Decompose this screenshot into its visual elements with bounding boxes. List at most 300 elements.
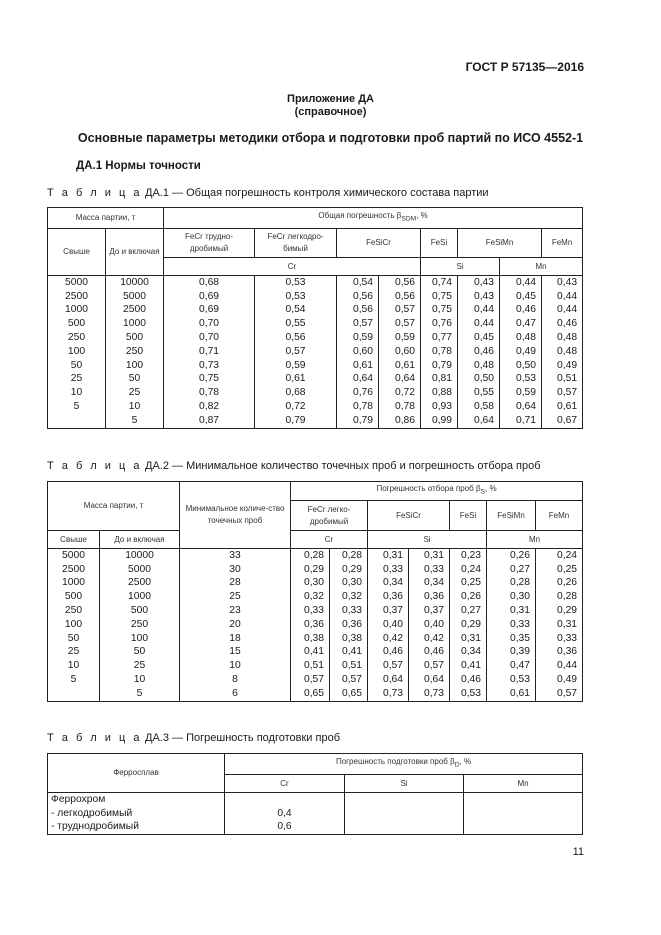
table-cell: 0,60 bbox=[337, 345, 379, 359]
table-cell: 0,23 bbox=[450, 549, 487, 563]
table-cell: 0,57 bbox=[255, 345, 337, 359]
table-cell: 10000 bbox=[100, 549, 180, 563]
table-cell: 0,44 bbox=[536, 659, 583, 673]
table-row bbox=[48, 549, 583, 563]
table-cell: 5000 bbox=[48, 549, 100, 563]
table-cell: 0,56 bbox=[337, 290, 379, 304]
table-cell: 250 bbox=[48, 604, 100, 618]
t3-h-cr: Cr bbox=[225, 775, 345, 793]
table-cell: 0,36 bbox=[330, 618, 368, 632]
table-cell: 0,33 bbox=[536, 632, 583, 646]
table-cell: 5000 bbox=[48, 276, 106, 290]
table-cell: 10 bbox=[100, 673, 180, 687]
table-cell: 0,93 bbox=[421, 400, 458, 414]
table-cell: 0,26 bbox=[487, 549, 536, 563]
table-cell: 0,65 bbox=[330, 687, 368, 701]
t1-h-upto: До и включая bbox=[106, 229, 164, 276]
table-cell: 0,48 bbox=[458, 359, 500, 373]
table-cell: 0,46 bbox=[542, 317, 583, 331]
t2-h-mn: Mn bbox=[487, 531, 583, 549]
table-cell: 500 bbox=[48, 590, 100, 604]
table-cell: 0,61 bbox=[337, 359, 379, 373]
table-cell: 0,43 bbox=[542, 276, 583, 290]
table-cell: 25 bbox=[100, 659, 180, 673]
table-cell: 0,55 bbox=[458, 386, 500, 400]
table-cell: 0,57 bbox=[368, 659, 409, 673]
table-cell: 0,53 bbox=[255, 276, 337, 290]
table-cell: 0,46 bbox=[458, 345, 500, 359]
t3-h-mn: Mn bbox=[464, 775, 583, 793]
table-cell: 0,61 bbox=[487, 687, 536, 701]
table-cell: 0,25 bbox=[450, 577, 487, 591]
table-cell: 0,32 bbox=[291, 590, 330, 604]
table-row bbox=[48, 577, 583, 591]
table-cell: 1000 bbox=[106, 317, 164, 331]
table-cell: 0,64 bbox=[458, 414, 500, 428]
table-cell: 0,49 bbox=[536, 673, 583, 687]
table-cell: 100 bbox=[48, 345, 106, 359]
table-cell: 0,79 bbox=[255, 414, 337, 428]
table-cell: 0,43 bbox=[458, 290, 500, 304]
table-cell: 0,57 bbox=[536, 687, 583, 701]
t1-h-cr: Cr bbox=[164, 258, 421, 276]
t3-h-error: Погрешность подготовки проб $\beta_D$, % bbox=[225, 754, 583, 775]
table-cell: 0,77 bbox=[421, 331, 458, 345]
table-cell bbox=[48, 414, 106, 428]
table-cell: 0,29 bbox=[450, 618, 487, 632]
table-cell: 0,45 bbox=[458, 331, 500, 345]
table-cell: 0,39 bbox=[487, 646, 536, 660]
t2-h-cr: Cr bbox=[291, 531, 368, 549]
table-cell: 250 bbox=[106, 345, 164, 359]
table-cell: 0,79 bbox=[421, 359, 458, 373]
table-cell: 0,71 bbox=[500, 414, 542, 428]
table-cell: 0,38 bbox=[330, 632, 368, 646]
table-cell: 0,4 bbox=[225, 807, 345, 821]
annex-title: Приложение ДА bbox=[287, 93, 374, 105]
table-cell: 50 bbox=[48, 632, 100, 646]
table-cell: 25 bbox=[180, 590, 291, 604]
table-cell: 0,53 bbox=[500, 373, 542, 387]
table-cell: 5 bbox=[48, 673, 100, 687]
table-cell: 0,46 bbox=[409, 646, 450, 660]
table-cell: 10000 bbox=[106, 276, 164, 290]
table-cell: 2500 bbox=[106, 304, 164, 318]
table-cell: 100 bbox=[106, 359, 164, 373]
table-cell: 0,53 bbox=[450, 687, 487, 701]
t1-h-above: Свыше bbox=[48, 229, 106, 276]
table-cell: 1000 bbox=[100, 590, 180, 604]
table-cell: 0,79 bbox=[337, 414, 379, 428]
table-cell: 0,38 bbox=[291, 632, 330, 646]
t1-h-femn: FeMn bbox=[542, 229, 583, 258]
table-cell: 0,53 bbox=[255, 290, 337, 304]
t3-h-si: Si bbox=[345, 775, 464, 793]
table-cell: 0,29 bbox=[536, 604, 583, 618]
t1-h-mass: Масса партии, т bbox=[48, 208, 164, 229]
table-cell: 33 bbox=[180, 549, 291, 563]
table-cell: 0,40 bbox=[368, 618, 409, 632]
table-cell: 0,68 bbox=[255, 386, 337, 400]
table-cell: 0,43 bbox=[458, 276, 500, 290]
table-cell: 500 bbox=[106, 331, 164, 345]
t1-h-fesi: FeSi bbox=[421, 229, 458, 258]
table-cell: 0,36 bbox=[409, 590, 450, 604]
table-cell: 0,27 bbox=[450, 604, 487, 618]
table-cell: 0,31 bbox=[368, 549, 409, 563]
table-cell: 0,46 bbox=[368, 646, 409, 660]
table-cell: 0,65 bbox=[291, 687, 330, 701]
page-number: 11 bbox=[572, 846, 584, 858]
table-cell: 0,56 bbox=[255, 331, 337, 345]
table-cell: 5000 bbox=[100, 563, 180, 577]
t2-h-fesi: FeSi bbox=[450, 501, 487, 531]
table-cell: 0,72 bbox=[255, 400, 337, 414]
standard-number: ГОСТ Р 57135—2016 bbox=[465, 60, 584, 74]
table-cell: 0,31 bbox=[487, 604, 536, 618]
table-cell: 0,34 bbox=[450, 646, 487, 660]
table-cell: 25 bbox=[48, 373, 106, 387]
table-cell: 0,30 bbox=[487, 590, 536, 604]
table-cell: 0,61 bbox=[255, 373, 337, 387]
table-cell: 0,75 bbox=[421, 290, 458, 304]
t2-h-upto: До и включая bbox=[100, 531, 180, 549]
table-cell: 50 bbox=[106, 373, 164, 387]
table-cell bbox=[48, 687, 100, 701]
table-cell: - легкодробимый bbox=[48, 807, 225, 821]
table-cell bbox=[225, 793, 345, 807]
t1-h-fesicr: FeSiCr bbox=[337, 229, 421, 258]
table-cell bbox=[464, 793, 583, 807]
table-cell: 0,54 bbox=[337, 276, 379, 290]
table-cell: 0,30 bbox=[330, 577, 368, 591]
table-cell: 0,53 bbox=[487, 673, 536, 687]
table-cell: 0,44 bbox=[458, 304, 500, 318]
t2-h-mass: Масса партии, т bbox=[48, 482, 180, 531]
table-cell: 0,74 bbox=[421, 276, 458, 290]
table-cell: 0,75 bbox=[421, 304, 458, 318]
t3-h-alloy: Ферросплав bbox=[48, 754, 225, 793]
table-cell: 0,67 bbox=[542, 414, 583, 428]
table-cell: 250 bbox=[100, 618, 180, 632]
table-cell: 0,34 bbox=[409, 577, 450, 591]
table-cell: 25 bbox=[106, 386, 164, 400]
table-cell: 28 bbox=[180, 577, 291, 591]
t2-h-min: Минимальное количе-ство точечных проб bbox=[180, 482, 291, 549]
table-cell: 10 bbox=[48, 386, 106, 400]
table-cell: 250 bbox=[48, 331, 106, 345]
table-cell: 0,46 bbox=[500, 304, 542, 318]
table-cell: 2500 bbox=[48, 290, 106, 304]
table-cell: 0,57 bbox=[379, 304, 421, 318]
table-cell: 0,24 bbox=[536, 549, 583, 563]
table-cell: 6 bbox=[180, 687, 291, 701]
table-cell: 0,88 bbox=[421, 386, 458, 400]
table-cell: 0,57 bbox=[542, 386, 583, 400]
table-cell: 0,33 bbox=[330, 604, 368, 618]
table-cell: 0,59 bbox=[255, 359, 337, 373]
table-cell: 0,48 bbox=[542, 345, 583, 359]
table-cell bbox=[345, 807, 464, 821]
table-cell: 0,34 bbox=[368, 577, 409, 591]
t2-h-fesicr: FeSiCr bbox=[368, 501, 450, 531]
t2-h-si: Si bbox=[368, 531, 487, 549]
table-cell: 0,59 bbox=[500, 386, 542, 400]
table-cell: 0,56 bbox=[379, 290, 421, 304]
table-cell: 0,61 bbox=[379, 359, 421, 373]
table1-caption: Т а б л и ц а ДА.1 — Общая погрешность контроля химического состава партии bbox=[47, 187, 489, 199]
table-cell: 0,44 bbox=[542, 290, 583, 304]
table-cell bbox=[464, 807, 583, 821]
table3 bbox=[47, 753, 583, 835]
table-row bbox=[48, 659, 583, 673]
table-row bbox=[48, 793, 583, 807]
table-cell: 0,54 bbox=[255, 304, 337, 318]
t2-h-femn: FeMn bbox=[536, 501, 583, 531]
table-cell bbox=[464, 821, 583, 835]
table-cell: 25 bbox=[48, 646, 100, 660]
table-cell: 0,70 bbox=[164, 317, 255, 331]
table-cell: 0,51 bbox=[291, 659, 330, 673]
table-row bbox=[48, 821, 583, 835]
table-cell: 500 bbox=[48, 317, 106, 331]
table-cell: 0,75 bbox=[164, 373, 255, 387]
table-cell: 23 bbox=[180, 604, 291, 618]
table-cell: 5 bbox=[100, 687, 180, 701]
table-row bbox=[48, 687, 583, 701]
table-cell: 0,64 bbox=[409, 673, 450, 687]
table-row bbox=[48, 331, 583, 345]
table-cell: 18 bbox=[180, 632, 291, 646]
table-cell: 10 bbox=[106, 400, 164, 414]
table-cell: 0,45 bbox=[500, 290, 542, 304]
table-cell: 0,31 bbox=[409, 549, 450, 563]
table-cell: 0,76 bbox=[337, 386, 379, 400]
table-cell: 0,36 bbox=[368, 590, 409, 604]
table-cell: 0,28 bbox=[330, 549, 368, 563]
table-cell: 0,55 bbox=[255, 317, 337, 331]
section-heading: ДА.1 Нормы точности bbox=[76, 160, 201, 172]
table-cell: 0,48 bbox=[542, 331, 583, 345]
table-cell: 0,32 bbox=[330, 590, 368, 604]
table-cell: 0,81 bbox=[421, 373, 458, 387]
table-cell: 0,64 bbox=[500, 400, 542, 414]
table-cell: 10 bbox=[48, 659, 100, 673]
table-cell: 0,60 bbox=[379, 345, 421, 359]
t2-h-fecr-soft: FeCr легко-дробимый bbox=[291, 501, 368, 531]
table-cell: 0,50 bbox=[500, 359, 542, 373]
table-cell: 0,33 bbox=[487, 618, 536, 632]
table-cell: 0,47 bbox=[487, 659, 536, 673]
t1-h-error: Общая погрешность $\beta_{SDM}$, % bbox=[164, 208, 583, 229]
table-cell: 5 bbox=[48, 400, 106, 414]
table-cell: 0,46 bbox=[450, 673, 487, 687]
t2-h-fesimn: FeSiMn bbox=[487, 501, 536, 531]
table-row bbox=[48, 304, 583, 318]
table-row bbox=[48, 373, 583, 387]
table-cell: 0,24 bbox=[450, 563, 487, 577]
table-row bbox=[48, 563, 583, 577]
t1-h-si: Si bbox=[421, 258, 500, 276]
table-cell: 0,57 bbox=[379, 317, 421, 331]
table-cell: 0,78 bbox=[337, 400, 379, 414]
table-cell: 0,59 bbox=[379, 331, 421, 345]
table-cell: 0,29 bbox=[291, 563, 330, 577]
table-cell: 0,37 bbox=[409, 604, 450, 618]
table-cell: 15 bbox=[180, 646, 291, 660]
table-cell: 0,25 bbox=[536, 563, 583, 577]
table-cell: - труднодробимый bbox=[48, 821, 225, 835]
table-cell: 8 bbox=[180, 673, 291, 687]
table-cell: 0,31 bbox=[536, 618, 583, 632]
table-cell: 0,64 bbox=[337, 373, 379, 387]
table-cell: 0,36 bbox=[291, 618, 330, 632]
table-cell: 0,78 bbox=[164, 386, 255, 400]
table2-caption: Т а б л и ц а ДА.2 — Минимальное количество точечных проб и погрешность отбора проб bbox=[47, 460, 541, 472]
table-cell: 0,37 bbox=[368, 604, 409, 618]
table-cell: 0,57 bbox=[337, 317, 379, 331]
table-cell: 0,49 bbox=[542, 359, 583, 373]
table-cell: 0,28 bbox=[536, 590, 583, 604]
table-cell: 0,35 bbox=[487, 632, 536, 646]
table-cell: 0,69 bbox=[164, 304, 255, 318]
table-cell bbox=[345, 793, 464, 807]
table-cell: Феррохром bbox=[48, 793, 225, 807]
table1 bbox=[47, 207, 583, 429]
table-cell: 0,86 bbox=[379, 414, 421, 428]
table-cell: 0,58 bbox=[458, 400, 500, 414]
table-cell: 2500 bbox=[48, 563, 100, 577]
table-cell: 5000 bbox=[106, 290, 164, 304]
table-cell: 0,28 bbox=[487, 577, 536, 591]
table-cell: 0,6 bbox=[225, 821, 345, 835]
table2 bbox=[47, 481, 583, 702]
table-cell: 0,68 bbox=[164, 276, 255, 290]
table-cell: 0,61 bbox=[542, 400, 583, 414]
table-row bbox=[48, 359, 583, 373]
table-cell: 0,44 bbox=[542, 304, 583, 318]
table-cell: 0,47 bbox=[500, 317, 542, 331]
table-cell: 50 bbox=[100, 646, 180, 660]
table-row bbox=[48, 317, 583, 331]
table-cell: 0,73 bbox=[164, 359, 255, 373]
table-cell: 0,72 bbox=[379, 386, 421, 400]
t1-h-fecr-soft: FeCr легкодро-бимый bbox=[255, 229, 337, 258]
table-cell: 20 bbox=[180, 618, 291, 632]
table-cell: 0,41 bbox=[330, 646, 368, 660]
table-cell: 0,78 bbox=[421, 345, 458, 359]
table-cell: 0,57 bbox=[409, 659, 450, 673]
table-cell: 0,40 bbox=[409, 618, 450, 632]
table-cell: 0,33 bbox=[291, 604, 330, 618]
table-cell: 0,42 bbox=[409, 632, 450, 646]
table-cell: 0,64 bbox=[379, 373, 421, 387]
table-row bbox=[48, 604, 583, 618]
table-cell: 0,56 bbox=[379, 276, 421, 290]
table-row bbox=[48, 807, 583, 821]
table-cell: 0,41 bbox=[450, 659, 487, 673]
table-cell: 0,29 bbox=[330, 563, 368, 577]
table-row bbox=[48, 590, 583, 604]
table-cell: 0,33 bbox=[409, 563, 450, 577]
table-cell: 0,64 bbox=[368, 673, 409, 687]
table-cell: 0,44 bbox=[458, 317, 500, 331]
table-cell: 0,41 bbox=[291, 646, 330, 660]
table-row bbox=[48, 386, 583, 400]
table-cell: 1000 bbox=[48, 577, 100, 591]
table-cell: 0,33 bbox=[368, 563, 409, 577]
table-cell: 0,36 bbox=[536, 646, 583, 660]
table-cell: 0,73 bbox=[368, 687, 409, 701]
table-cell: 0,99 bbox=[421, 414, 458, 428]
table-cell: 500 bbox=[100, 604, 180, 618]
table-cell: 100 bbox=[48, 618, 100, 632]
table-cell: 0,56 bbox=[337, 304, 379, 318]
table-cell: 0,31 bbox=[450, 632, 487, 646]
table-cell: 0,49 bbox=[500, 345, 542, 359]
table-cell: 0,48 bbox=[500, 331, 542, 345]
table-row bbox=[48, 618, 583, 632]
table-row bbox=[48, 632, 583, 646]
table-cell: 0,50 bbox=[458, 373, 500, 387]
table-cell: 0,76 bbox=[421, 317, 458, 331]
table-cell: 0,78 bbox=[379, 400, 421, 414]
table-row bbox=[48, 673, 583, 687]
table-cell: 0,26 bbox=[536, 577, 583, 591]
table-cell: 100 bbox=[100, 632, 180, 646]
table-cell bbox=[345, 821, 464, 835]
table-cell: 5 bbox=[106, 414, 164, 428]
t1-h-fecr-hard: FeCr трудно-дробимый bbox=[164, 229, 255, 258]
table3-caption: Т а б л и ц а ДА.3 — Погрешность подготовки проб bbox=[47, 732, 340, 744]
t1-h-mn: Mn bbox=[500, 258, 583, 276]
table-cell: 0,30 bbox=[291, 577, 330, 591]
table-row bbox=[48, 414, 583, 428]
table-cell: 0,71 bbox=[164, 345, 255, 359]
table-cell: 0,70 bbox=[164, 331, 255, 345]
table-cell: 2500 bbox=[100, 577, 180, 591]
annex-subtitle: (справочное) bbox=[294, 106, 367, 118]
table-cell: 0,28 bbox=[291, 549, 330, 563]
table-cell: 0,69 bbox=[164, 290, 255, 304]
table-row bbox=[48, 646, 583, 660]
table-cell: 0,87 bbox=[164, 414, 255, 428]
table-cell: 0,59 bbox=[337, 331, 379, 345]
table-row bbox=[48, 345, 583, 359]
table-cell: 1000 bbox=[48, 304, 106, 318]
table-cell: 0,27 bbox=[487, 563, 536, 577]
table-cell: 30 bbox=[180, 563, 291, 577]
table-cell: 0,57 bbox=[291, 673, 330, 687]
table-cell: 50 bbox=[48, 359, 106, 373]
table-row bbox=[48, 290, 583, 304]
main-title: Основные параметры методики отбора и подготовки проб партий по ИСО 4552-1 bbox=[77, 131, 584, 145]
table-cell: 0,42 bbox=[368, 632, 409, 646]
table-cell: 0,51 bbox=[542, 373, 583, 387]
table-cell: 10 bbox=[180, 659, 291, 673]
table-cell: 0,44 bbox=[500, 276, 542, 290]
t2-h-error: Погрешность отбора проб $\beta_S$, % bbox=[291, 482, 583, 501]
table-cell: 0,57 bbox=[330, 673, 368, 687]
table-cell: 0,73 bbox=[409, 687, 450, 701]
t2-h-above: Свыше bbox=[48, 531, 100, 549]
table-row bbox=[48, 400, 583, 414]
table-cell: 0,26 bbox=[450, 590, 487, 604]
t1-h-fesimn: FeSiMn bbox=[458, 229, 542, 258]
table-cell: 0,82 bbox=[164, 400, 255, 414]
table-cell: 0,51 bbox=[330, 659, 368, 673]
table-row bbox=[48, 276, 583, 290]
